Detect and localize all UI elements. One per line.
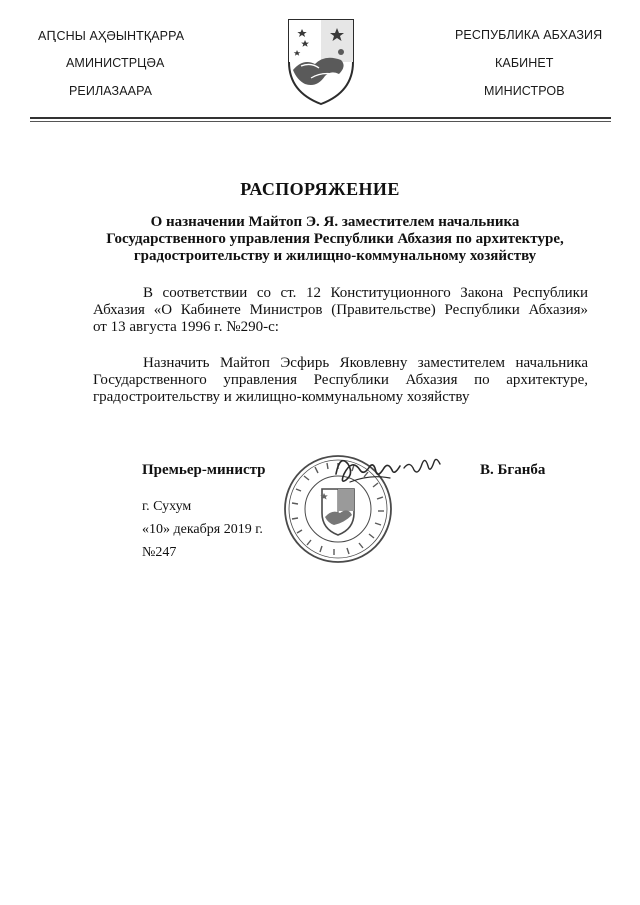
paragraph-line: от 13 августа 1996 г. №290-с: (93, 319, 279, 335)
paragraph-line: Назначить Майтоп Эсфирь Яковлевну заместителем начальника (143, 355, 588, 371)
coat-of-arms-icon (281, 14, 361, 106)
header-right-line-3: МИНИСТРОВ (484, 84, 565, 98)
header-left-line-2: АМИНИСТРЦӘА (66, 56, 165, 70)
header-right-line-2: КАБИНЕТ (495, 56, 554, 70)
document-subject (90, 214, 580, 265)
document-title: РАСПОРЯЖЕНИЕ (240, 179, 400, 199)
paragraph-line: В соответствии со ст. 12 Конституционного Закона Республики (143, 285, 588, 301)
paragraph-line: Абхазия «О Кабинете Министров (Правительстве) Республики Абхазия» (93, 302, 588, 318)
header-divider-thin (30, 121, 611, 122)
header-left-line-3: РЕИЛАЗААРА (69, 84, 153, 98)
header-left-line-1: АԤСНЫ АҲӘЫНТҚАРРА (38, 29, 185, 43)
document-number: №247 (142, 545, 177, 560)
signature-scribble-icon (330, 444, 445, 492)
subject-line: градостроительству и жилищно-коммунальному хозяйству (133, 248, 537, 264)
subject-line: Государственного управления Республики Абхазия по архитектуре, (106, 231, 564, 247)
order-paragraph (93, 355, 588, 406)
handwritten-signature (330, 444, 445, 492)
preamble-paragraph (93, 285, 588, 336)
document-date: «10» декабря 2019 г. (142, 522, 263, 537)
signatory-name: В. Бганба (480, 462, 546, 478)
paragraph-line: градостроительству и жилищно-коммунальному хозяйству (93, 389, 470, 405)
subject-line: О назначении Майтоп Э. Я. заместителем начальника (150, 214, 520, 230)
signatory-position: Премьер-министр (142, 462, 266, 478)
header-divider-thick (30, 117, 611, 119)
header-right-line-1: РЕСПУБЛИКА АБХАЗИЯ (455, 28, 603, 42)
coat-of-arms-emblem (281, 14, 361, 106)
document-city: г. Сухум (142, 499, 192, 514)
paragraph-line: Государственного управления Республики Абхазия по архитектуре, (93, 372, 588, 388)
